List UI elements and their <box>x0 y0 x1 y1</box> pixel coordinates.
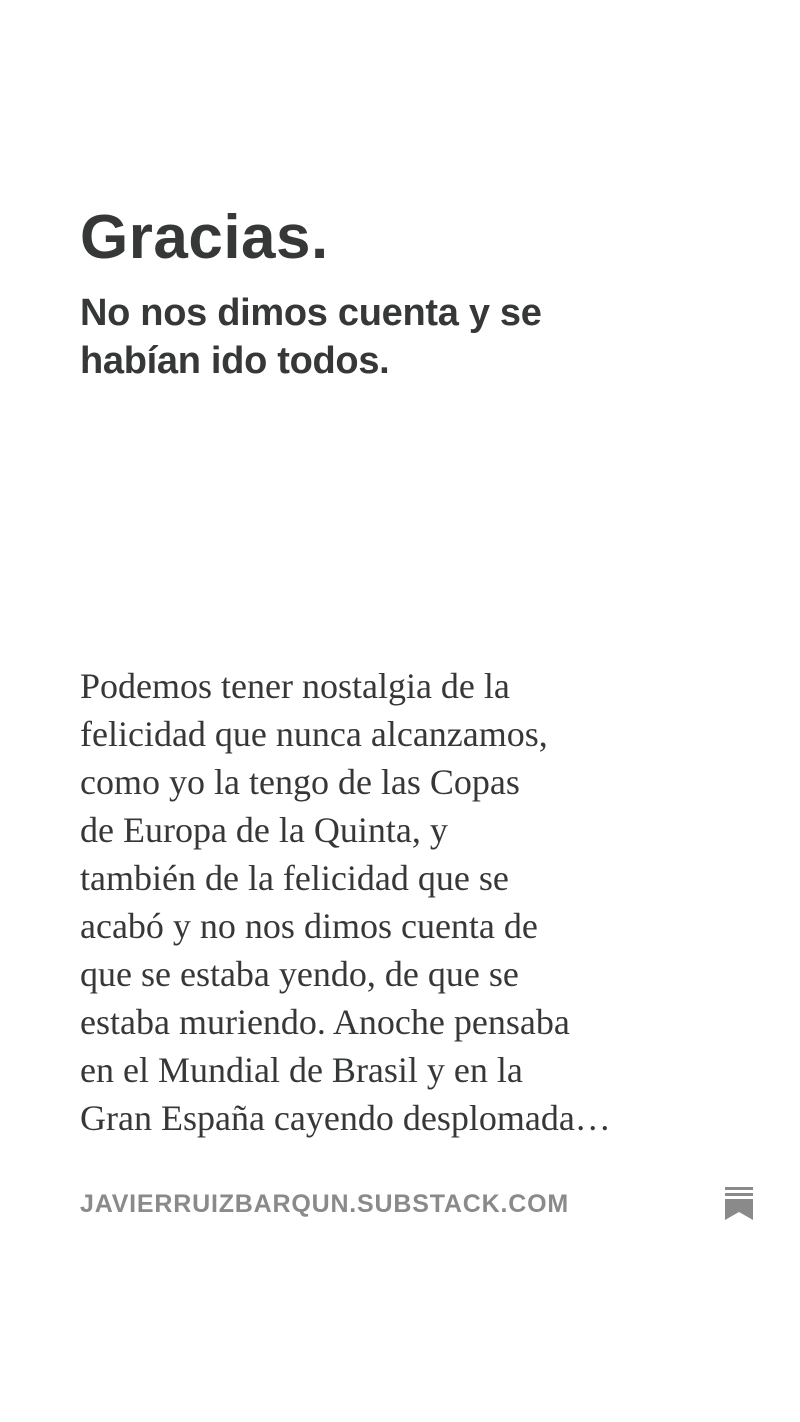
site-domain-link[interactable]: JAVIERRUIZBARQUN.SUBSTACK.COM <box>80 1190 569 1218</box>
substack-logo-icon <box>725 1187 753 1220</box>
post-footer <box>80 1184 755 1224</box>
post-excerpt: Podemos tener nostalgia de la felicidad que nunca alcanzamos, como yo la tengo de las Copas de Europa de la Quinta, y también de la felicidad que se acabó y no nos dimos cuenta de que se estaba yendo, de que se estaba muriendo. Anoche pensaba en el Mundial de Brasil y en la Gran España cayendo desplomada… <box>80 666 611 1138</box>
post-subtitle: No nos dimos cuenta y se habían ido todos. <box>80 292 542 382</box>
post-title: Gracias. <box>80 203 329 272</box>
